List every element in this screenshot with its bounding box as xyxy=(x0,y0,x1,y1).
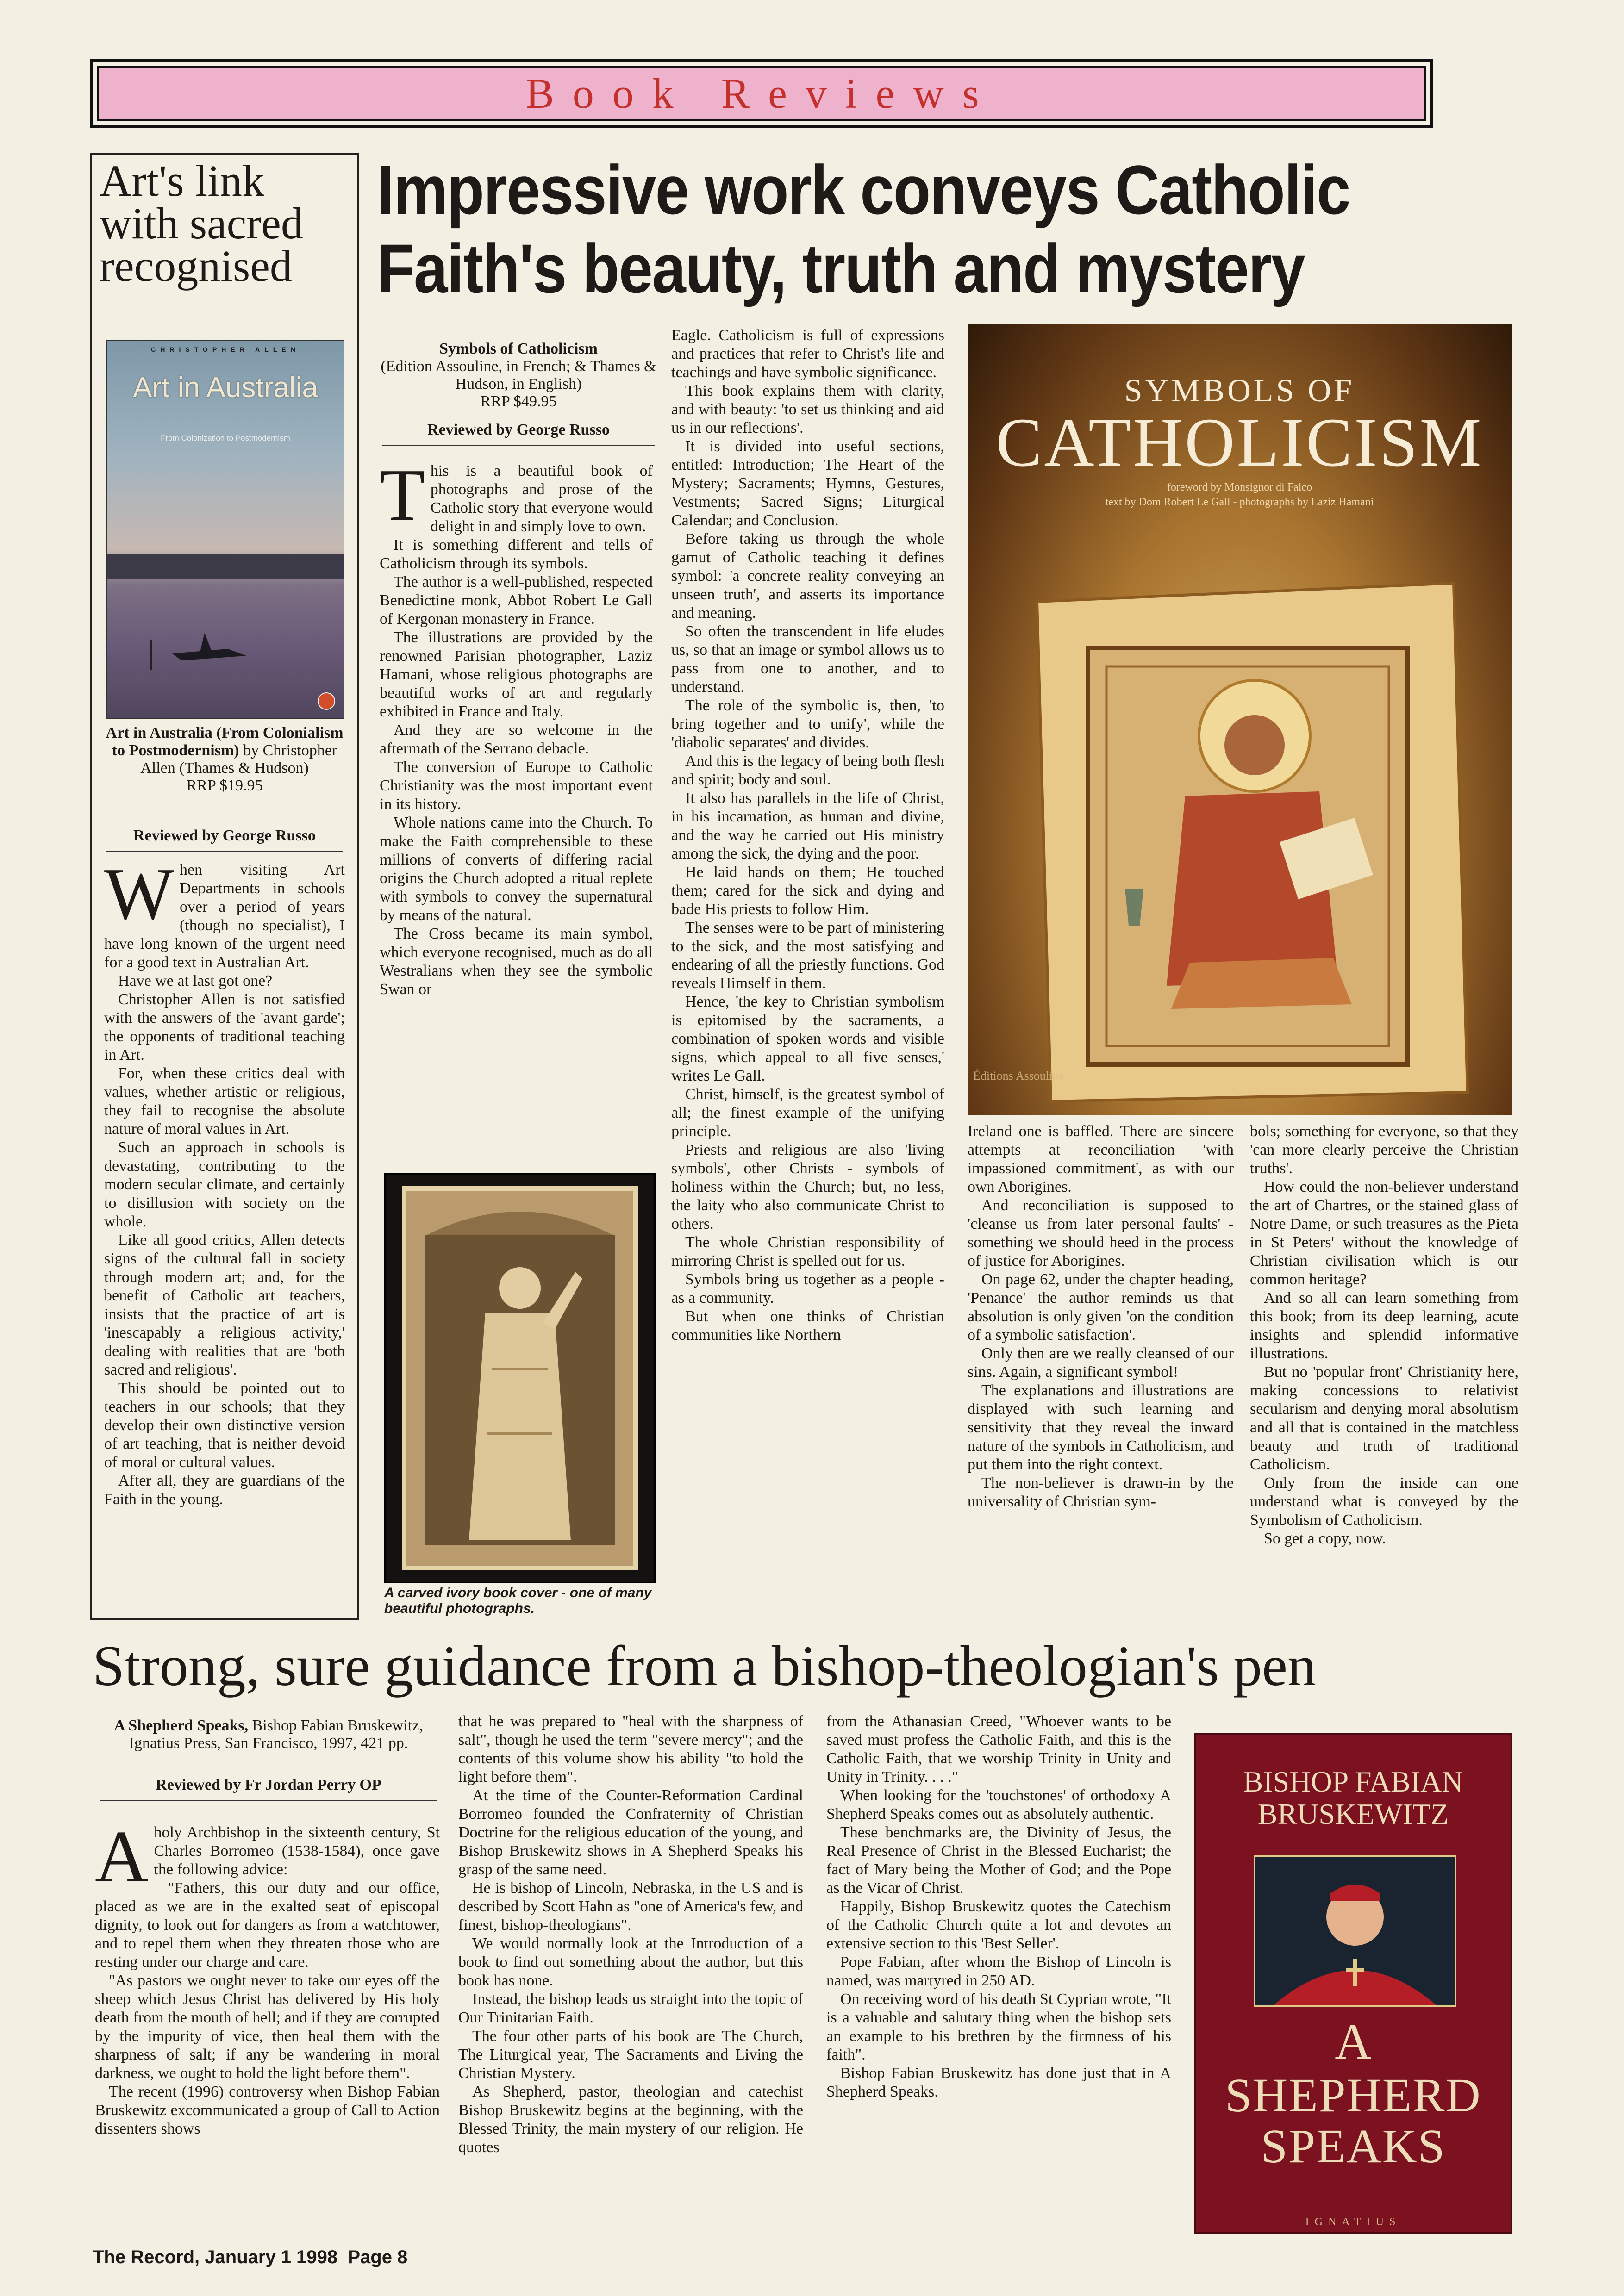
second-paragraph: "As pastors we ought never to take our eyes off the sheep which Jesus Christ has delivered by His holy death from the mouth of hell; and if they are corrupted by the impurity of vice, then heal them with the sharpness of salt; if any be wandering in moral darkness, we ought to hold the light before them". xyxy=(95,1972,440,2082)
second-book-title: A Shepherd Speaks, xyxy=(114,1717,249,1734)
second-paragraph: He is bishop of Lincoln, Nebraska, in the US and is described by Scott Hahn as "one of America's few, and finest, bishop-theologians". xyxy=(458,1879,803,1934)
main-paragraph: The senses were to be part of ministering to the sick, and the most satisfying and endearing of all the priestly functions. God reveals Himself in them. xyxy=(671,919,944,992)
main-headline: Impressive work conveys Catholic Faith's beauty, truth and mystery xyxy=(377,151,1350,307)
second-first-paragraph: Aholy Archbishop in the sixteenth century, St Charles Borromeo (1538-1584), once gave the following advice: xyxy=(95,1815,440,1898)
cover-title-line2: SHEPHERD xyxy=(1225,2069,1481,2122)
main-paragraph: Hence, 'the key to Christian symbolism is epitomised by the sacraments, a combination of spoken words and visible signs, which appeal to all five senses,' writes Le Gall. xyxy=(671,993,944,1084)
main-paragraph: On page 62, under the chapter heading, 'Penance' the author reminds us that absolution is only given 'on the condition of a symbolic satisfaction'. xyxy=(968,1271,1234,1344)
sidebar-rule xyxy=(106,851,343,852)
sidebar-paragraph: Have we at last got one? xyxy=(118,972,273,989)
second-column-1 xyxy=(95,1815,440,2138)
second-paragraph: On receiving word of his death St Cyprian wrote, "It is a valuable and salutary thing when the bishop sets an example to his brethren by the firmness of his faith". xyxy=(826,1991,1171,2063)
main-paragraph: How could the non-believer understand the art of Chartres, or the stained glass of Notre Dame, or such treasures as the Pieta in St Peters' without the knowledge of Christian civilisation which is our common heritage? xyxy=(1250,1178,1518,1288)
sidebar-book-info xyxy=(104,724,345,795)
second-paragraph: Happily, Bishop Bruskewitz quotes the Catechism of the Catholic Church quite a lot and devotes an extensive section to this 'Best Seller'. xyxy=(826,1898,1171,1952)
sidebar-paragraph: After all, they are guardians of the Faith in the young. xyxy=(104,1472,345,1508)
main-paragraph: The Cross became its main symbol, which everyone recognised, much as do all Westralians when they see the symbolic Swan or xyxy=(380,925,653,998)
section-title: Book Reviews xyxy=(525,70,998,117)
sidebar-paragraph: Christopher Allen is not satisfied with the answers of the 'avant garde'; the opponents of traditional teaching in Art. xyxy=(104,991,345,1064)
main-paragraph: He laid hands on them; He touched them; cared for the sick and dying and bade His priests to follow Him. xyxy=(671,864,944,918)
ivory-carving-figure xyxy=(386,1175,654,1582)
main-reviewer: Reviewed by George Russo xyxy=(427,421,610,438)
main-column-2 xyxy=(671,326,944,1344)
a-shepherd-speaks-cover xyxy=(1194,1733,1512,2234)
main-paragraph: Christ, himself, is the greatest symbol of all; the finest example of the unifying principle. xyxy=(671,1086,944,1140)
cover-publisher: Éditions Assouline xyxy=(973,1069,1064,1083)
symbols-of-catholicism-cover xyxy=(968,324,1512,1115)
cover-title-line3: SPEAKS xyxy=(1261,2120,1446,2173)
sidebar-body xyxy=(104,852,345,1509)
second-paragraph: As Shepherd, pastor, theologian and catechist Bishop Bruskewitz begins at the beginning, with the Blessed Trinity, the main mystery of our religion. He quotes xyxy=(458,2083,803,2156)
second-paragraph: The recent (1996) controversy when Bishop Fabian Bruskewitz excommunicated a group of Call to Action dissenters shows xyxy=(95,2083,440,2137)
publisher-logo-icon xyxy=(318,692,335,710)
bishop-portrait-figure xyxy=(1255,1857,1455,2005)
main-price: RRP $49.95 xyxy=(480,393,557,410)
sidebar-paragraph: Such an approach in schools is devastating, contributing to the modern secular climate, and certainly to disillusion with society on the whole. xyxy=(104,1139,345,1230)
main-paragraph: Only then are we really cleansed of our sins. Again, a significant symbol! xyxy=(968,1345,1234,1381)
section-banner xyxy=(90,59,1433,128)
main-paragraph: It is divided into useful sections, entitled: Introduction; The Heart of the Mystery; Sacraments; Hymns, Gestures, Vestments; Sacred Signs; Liturgical Calendar; and Conclusion. xyxy=(671,438,944,529)
main-paragraph: The whole Christian responsibility of mirroring Christ is spelled out for us. xyxy=(671,1234,944,1269)
sidebar-headline: Art's link with sacred recognised xyxy=(100,156,303,291)
main-paragraph: Symbols bring us together as a people - as a community. xyxy=(671,1271,944,1307)
sidebar-paragraph: Like all good critics, Allen detects signs of the cultural fall in society through modern art; and, for the benefit of Catholic art teachers, insists that the practice of art is 'inescapably a religious activity,' dealing with realities that are 'both sacred and religious'. xyxy=(104,1232,345,1378)
sidebar-price: RRP $19.95 xyxy=(186,777,263,794)
second-paragraph: At the time of the Counter-Reformation Cardinal Borromeo founded the Confraternity of Christian Doctrine for the religious education of the young, and Bishop Bruskewitz shows in A Shepherd Speaks his grasp of the same need. xyxy=(458,1787,803,1878)
main-paragraph: Ireland one is baffled. There are sincere attempts at reconciliation 'with impassioned commitment', as with our own Aborigines. xyxy=(968,1123,1234,1195)
cover-title-line2: CATHOLICISM xyxy=(996,404,1483,481)
sidebar-reviewer: Reviewed by George Russo xyxy=(133,827,316,844)
second-reviewer: Reviewed by Fr Jordan Perry OP xyxy=(156,1776,381,1793)
main-paragraph: So often the transcendent in life eludes us, so that an image or symbol allows us to pass from one to another, and to understand. xyxy=(671,623,944,696)
sidebar-paragraph: For, when these critics deal with values, whether artistic or religious, they fail to recognise the absolute nature of moral values in Art. xyxy=(104,1065,345,1138)
main-column-3 xyxy=(968,1122,1234,1511)
second-dropcap: A xyxy=(95,1815,149,1898)
sidebar-book-title: Art in Australia (From Colonialism to Postmodernism) xyxy=(106,724,344,759)
main-paragraph: The conversion of Europe to Catholic Christianity was the most important event in its history. xyxy=(380,759,653,813)
main-book-info xyxy=(380,340,657,411)
main-paragraph: It is something different and tells of Catholicism through its symbols. xyxy=(380,536,653,572)
illuminated-manuscript-evangelist xyxy=(968,324,1512,1115)
second-paragraph: that he was prepared to "heal with the sharpness of salt", though he used the term "severe mercy"; and the contents of this volume show his ability "to hold the light before them". xyxy=(458,1713,803,1786)
main-book-details: (Edition Assouline, in French; & Thames & Hudson, in English) xyxy=(381,358,656,392)
main-paragraph: It also has parallels in the life of Christ, in his incarnation, as human and divine, and the way he carried out His ministry among the sick, the dying and the poor. xyxy=(671,790,944,862)
art-in-australia-cover xyxy=(106,340,344,719)
main-paragraph: The explanations and illustrations are displayed with such learning and sensitivity that they reveal the inward nature of the symbols in Catholicism, and put them into the right context. xyxy=(968,1382,1234,1473)
second-book-info xyxy=(97,1717,440,1752)
main-rule xyxy=(382,445,655,446)
main-book-title: Symbols of Catholicism xyxy=(439,340,598,357)
main-paragraph: bols; something for everyone, so that they 'can more clearly perceive the Christian truths'. xyxy=(1250,1123,1518,1177)
main-paragraph: And reconciliation is supposed to 'cleanse us from later personal faults' - something we should heed in the process of justice for Aborigines. xyxy=(968,1197,1234,1269)
cover-publisher: IGNATIUS xyxy=(1305,2216,1401,2228)
bishop-portrait xyxy=(1254,1855,1456,2007)
page-footer: The Record, January 1 1998 Page 8 xyxy=(93,2247,408,2267)
cover-title: Art in Australia xyxy=(133,372,318,404)
main-paragraph: But when one thinks of Christian communities like Northern xyxy=(671,1308,944,1344)
second-paragraph: When looking for the 'touchstones' of orthodoxy A Shepherd Speaks comes out as absolutely authentic. xyxy=(826,1787,1171,1823)
second-rule xyxy=(100,1800,437,1801)
main-column-1 xyxy=(380,454,653,999)
main-dropcap: T xyxy=(380,454,425,536)
main-paragraph: The non-believer is drawn-in by the universality of Christian sym- xyxy=(968,1475,1234,1510)
sidebar-first-paragraph: When visiting Art Departments in schools over a period of years (though no specialist), I have long known of the urgent need for a good text in Australian Art. xyxy=(104,852,345,971)
cover-author-line2: BRUSKEWITZ xyxy=(1257,1798,1449,1830)
main-paragraph: And so all can learn something from this book; from its deep learning, acute insights and splendid informative illustrations. xyxy=(1250,1289,1518,1362)
second-column-2 xyxy=(458,1712,803,2157)
main-paragraph: This book explains them with clarity, and with beauty: 'to set us thinking and aid us in our reflections'. xyxy=(671,382,944,436)
sidebar-paragraph: This should be pointed out to teachers in our schools; that they develop their own distinctive version of art teaching, that is neither devoid of moral or cultural values. xyxy=(104,1380,345,1471)
main-column-4 xyxy=(1250,1122,1518,1548)
ivory-caption: A carved ivory book cover - one of many beautiful photographs. xyxy=(384,1585,652,1616)
main-paragraph: The illustrations are provided by the renowned Parisian photographer, Laziz Hamani, whose religious photographs are beautiful works of art and regularly exhibited in France and Italy. xyxy=(380,629,653,720)
main-paragraph: Priests and religious are also 'living symbols', other Christs - symbols of holiness within the Church; but, no less, the laity who also communicate Christ to others. xyxy=(671,1141,944,1232)
main-paragraph: So get a copy, now. xyxy=(1264,1530,1386,1547)
main-first-paragraph: This is a beautiful book of photographs and prose of the Catholic story that everyone would delight in and simply love to own. xyxy=(380,454,653,536)
second-paragraph: Pope Fabian, after whom the Bishop of Lincoln is named, was martyred in 250 AD. xyxy=(826,1954,1171,1989)
ivory-book-cover-photo xyxy=(384,1173,656,1583)
cover-title-line1: SYMBOLS OF xyxy=(1124,373,1355,409)
main-paragraph: The role of the symbolic is, then, 'to bring together and to unify', while the 'diabolic separates' and divides. xyxy=(671,697,944,751)
sidebar-book-by: by Christopher Allen (Thames & Hudson) xyxy=(140,742,337,777)
second-paragraph: Bishop Fabian Bruskewitz has done just that in A Shepherd Speaks. xyxy=(826,2065,1171,2100)
main-paragraph: Before taking us through the whole gamut of Catholic teaching it defines symbol: 'a concrete reality conveying an unseen truth', and asserts its importance and meaning. xyxy=(671,530,944,622)
second-paragraph: The four other parts of his book are The Church, The Liturgical year, The Sacraments and Living the Christian Mystery. xyxy=(458,2028,803,2082)
main-paragraph: Eagle. Catholicism is full of expressions and practices that refer to Christ's life and teachings and have symbolic significance. xyxy=(671,327,944,381)
main-paragraph: Only from the inside can one understand what is conveyed by the Symbolism of Catholicism. xyxy=(1250,1475,1518,1529)
cover-title-line1: A xyxy=(1335,2013,1372,2070)
cover-boat-figure xyxy=(107,572,344,711)
second-column-3 xyxy=(826,1712,1171,2101)
second-book-details: Bishop Fabian Bruskewitz, Ignatius Press, San Francisco, 1997, 421 pp. xyxy=(129,1717,423,1752)
second-paragraph: Instead, the bishop leads us straight into the topic of Our Trinitarian Faith. xyxy=(458,1991,803,2026)
main-paragraph: And they are so welcome in the aftermath of the Serrano debacle. xyxy=(380,722,653,757)
cover-author-line1: BISHOP FABIAN xyxy=(1243,1765,1463,1798)
second-paragraph: We would normally look at the Introduction of a book to find out something about the author, but this book has none. xyxy=(458,1935,803,1989)
main-paragraph: But no 'popular front' Christianity here, making concessions to relativist secularism and denying moral absolutism and all that is contained in the matchless beauty and truth of traditional Catholicism. xyxy=(1250,1363,1518,1473)
cover-subtitle: From Colonization to Postmodernism xyxy=(161,434,290,442)
cover-author: CHRISTOPHER ALLEN xyxy=(151,346,300,353)
main-paragraph: The author is a well-published, respected Benedictine monk, Abbot Robert Le Gall of Kergonan monastery in France. xyxy=(380,573,653,628)
sidebar-dropcap: W xyxy=(104,852,175,935)
second-paragraph: "Fathers, this our duty and our office, placed as we are in the exalted seat of episcopal dignity, to look out for dangers as from a watchtower, and to repel them when they threaten those who are resting under our charge and care. xyxy=(95,1879,440,1971)
cover-credits: text by Dom Robert Le Gall - photographs by Laziz Hamani xyxy=(1105,496,1374,508)
main-paragraph: And this is the legacy of being both flesh and spirit; body and soul. xyxy=(671,753,944,788)
main-paragraph: Whole nations came into the Church. To make the Faith comprehensible to these millions of converts of differing racial origins the Church adopted a ritual replete with symbols to convey the supernatural by means of the natural. xyxy=(380,814,653,924)
second-headline: Strong, sure guidance from a bishop-theologian's pen xyxy=(93,1634,1316,1698)
second-paragraph: from the Athanasian Creed, "Whoever wants to be saved must profess the Catholic Faith, and this is the Catholic Faith, that we worship Trinity in Unity and Unity in Trinity. . . ." xyxy=(826,1713,1171,1786)
cover-foreword: foreword by Monsignor di Falco xyxy=(1167,481,1312,493)
second-paragraph: These benchmarks are, the Divinity of Jesus, the Real Presence of Christ in the Blessed Eucharist; the fact of Mary being the Mother of God; and the Pope as the Vicar of Christ. xyxy=(826,1824,1171,1897)
